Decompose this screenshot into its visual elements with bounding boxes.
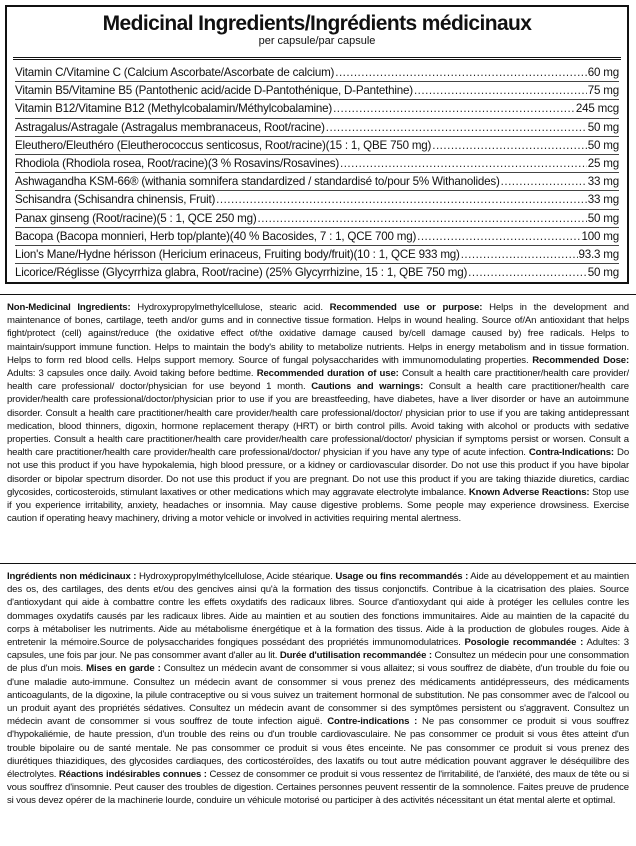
ingredient-row (15, 191, 619, 209)
section-heading: Recommended Dose: (532, 354, 629, 366)
section-text: Consult a health care practitioner/health care provider/ health care professional/ doctor/physician for use beyond 1 month. (7, 368, 629, 393)
ingredient-name: Lion's Mane/Hydne hérisson (Hericium erinaceus, Fruiting body/fruit)(10 : 1, QCE 933 mg) (15, 248, 460, 262)
section-heading: Recommended duration of use: (256, 368, 399, 380)
ingredient-row (15, 82, 619, 100)
section-heading: Contra-Indications: (528, 447, 614, 459)
dot-leader (501, 173, 587, 190)
dot-leader (461, 246, 578, 263)
section-heading: Réactions indésirables connues : (58, 769, 207, 781)
ingredient-row (15, 119, 619, 137)
ingredient-name: Licorice/Réglisse (Glycyrrhiza glabra, Root/racine) (25% Glycyrrhizine, 15 : 1, QBE 750 mg) (15, 266, 468, 280)
ingredient-amount: 50 mg (587, 138, 619, 152)
ingredient-row (15, 64, 619, 82)
section-heading: Usage ou fins recommandés : (335, 571, 469, 582)
section-text: Consultez un médecin pour une consommation de plus d'un mois. (7, 650, 629, 675)
ingredient-name: Astragalus/Astragale (Astragalus membranaceus, Root/racine) (15, 120, 325, 134)
dot-leader (216, 191, 587, 208)
section-heading: Cautions and warnings: (311, 381, 424, 393)
ingredient-amount: 60 mg (587, 66, 619, 79)
ingredient-name: Schisandra (Schisandra chinensis, Fruit) (15, 193, 216, 207)
section-divider (0, 294, 636, 295)
dot-leader (468, 264, 587, 281)
dot-leader (333, 100, 575, 117)
ingredient-row (15, 264, 619, 281)
ingredient-row (15, 228, 619, 246)
ingredient-name: Panax ginseng (Root/racine)(5 : 1, QCE 250 mg) (15, 211, 257, 225)
ingredient-amount: 50 mg (587, 120, 619, 134)
ingredient-row (15, 100, 619, 118)
ingredient-list (15, 64, 619, 281)
section-heading: Posologie recommandée : (464, 637, 584, 649)
panel-subtitle: per capsule/par capsule (258, 35, 376, 47)
section-text: Hydroxypropylmethylcellulose, stearic acid. (130, 302, 330, 313)
ingredient-amount: 50 mg (587, 211, 619, 225)
section-text: Aide au développement et au maintien des os, des cartilages, des dents et/ou des gencives ainsi qu'à la formation des tissus conjonctifs. Contribue à la cicatrisation des plaies. Source d'antioxydant qui aide à combattre contre les effets oxydatifs des radicaux libres. Source d'antioxydant qui aide à protéger les cellules contre les dommages oxydatifs causés par les radicaux libres. Aide au maintien et au soutien des fonctions immunitaires. Aide au maintien de la capacité du corps à métaboliser les nutriments. Aide au métabolisme énergétique et à la formation des tissus. Aide à la production de globules rouges. Aide à entretenir la mémoire.Source de polysaccharides fongiques possédant des propriétés immunomodulatrices. (7, 571, 630, 649)
section-heading: Durée d'utilisation recommandée : (279, 650, 432, 662)
ingredient-name: Vitamin B5/Vitamine B5 (Pantothenic acid/acide D-Pantothénique, D-Pantethine) (15, 84, 413, 98)
dot-leader (257, 210, 586, 227)
section-text: Helps in the development and maintenance of bones, cartilage, teeth and/or gums and in connective tissue formation. Helps in wound healing. Source of/An antioxidant that helps fight/protect (cell) against/reduce (the oxidative effect of/the oxidative damage caused by/cell damage caused by) free radicals. Helps to maintain/support immune function. Helps to maintain the body's ability to metabolize nutrients. Helps in energy metabolism and in tissue formation. Helps to form red blood cells. Helps support memory. Source of fungal polysaccharides with immunomodulating properties. (7, 302, 629, 366)
ingredient-name: Vitamin B12/Vitamine B12 (Methylcobalamin/Méthylcobalamine) (15, 102, 333, 116)
ingredient-name: Rhodiola (Rhodiola rosea, Root/racine)(3 % Rosavins/Rosavines) (15, 157, 339, 171)
medicinal-ingredients-panel (5, 5, 629, 284)
ingredient-amount: 75 mg (587, 84, 619, 98)
french-text-block (7, 570, 629, 808)
section-text: Do not use this product if you have hypokalemia, high blood pressure, or a kidney or cardiovascular disorder. Do not use this product if you have bipolar disorder or bipolar spectrum disorder. Do not use this product if you are pregnant. Do not use this product if you are taking thiazide diuretics, cardiac glycosides, corticosteroids, stimulant laxatives or other medications which may aggravate electrolyte imbalance. (7, 447, 630, 498)
ingredient-row (15, 210, 619, 228)
section-heading: Mises en garde : (86, 663, 161, 675)
section-text: Stop use if you experience irritability, anxiety, headaches or insomnia. May cause digestive problems. Some people may experience drowsiness. Exercise caution if operating heavy machinery, driving a motor vehicle or involved in activities requiring mental alertness. (7, 486, 629, 525)
ingredient-amount: 50 mg (587, 266, 619, 280)
ingredient-amount: 33 mg (587, 175, 619, 189)
dot-leader (432, 137, 587, 154)
section-heading: Ingrédients non médicinaux : (7, 571, 137, 582)
section-heading: Contre-indications : (327, 716, 418, 728)
dot-leader (326, 119, 587, 136)
ingredient-name: Ashwagandha KSM-66® (withania somnifera standardized / standardisé to/pour 5% Withanolides) (15, 175, 500, 189)
section-heading: Non-Medicinal Ingredients: (7, 302, 131, 313)
section-divider (0, 563, 636, 564)
section-text: Ne pas consommer ce produit si vous souffrez d'hypokaliémie, de haute pression, d'un trouble des reins ou d'un trouble cardiovasculaire. Ne pas consommer ce produit si vous êtes atteint d'un trouble bipolaire ou de santé mentale. Ne pas consommer ce produit si vous êtes enceinte. Ne pas consommer ce produit si vous prenez des diurétiques thiazidiques, des glycosides cardiaques, des corticostéroïdes, des laxatifs ou tout autre médication pouvant aggraver le déséquilibre des électrolytes. (7, 716, 629, 781)
divider (13, 57, 621, 58)
ingredient-amount: 245 mcg (575, 102, 619, 116)
ingredient-amount: 100 mg (581, 229, 619, 243)
divider (13, 59, 621, 60)
ingredient-row (15, 137, 619, 155)
section-text: Cessez de consommer ce produit si vous ressentez de l'irritabilité, de l'anxiété, des maux de tête ou si vous souffrez d'insomnie. Peut causer des troubles de digestion. Certaines personnes peuvent ressentir de la somnolence. Faites preuve de prudence si vous devez opérer de la machinerie lourde, conduire un véhicule motorisé ou participer à des activités nécessitant un état mental alerte et optimal. (7, 769, 629, 807)
dot-leader (335, 64, 587, 81)
ingredient-amount: 25 mg (587, 157, 619, 171)
ingredient-name: Bacopa (Bacopa monnieri, Herb top/plante)(40 % Bacosides, 7 : 1, QCE 700 mg) (15, 229, 417, 243)
ingredient-name: Eleuthero/Eleuthéro (Eleutherococcus senticosus, Root/racine)(15 : 1, QBE 750 mg) (15, 138, 432, 152)
dot-leader (417, 228, 580, 245)
section-text: Hydroxypropylméthylcellulose, Acide stéarique. (136, 571, 336, 582)
ingredient-name: Vitamin C/Vitamine C (Calcium Ascorbate/Ascorbate de calcium) (15, 66, 335, 79)
panel-title: Medicinal Ingredients/Ingrédients médicinaux (102, 12, 532, 35)
section-text: Adults: 3 capsules once daily. Avoid taking before bedtime. (7, 368, 257, 380)
section-heading: Recommended use or purpose: (329, 302, 483, 313)
ingredient-row (15, 173, 619, 191)
english-text-block (7, 301, 629, 525)
ingredient-amount: 33 mg (587, 193, 619, 207)
section-text: Consultez un médecin avant de consommer si vous allaitez; si vous souffrez de diabète, d'un trouble du foie ou d'une maladie auto-immune. Consultez un médecin avant de consommer si vous prenez des médicaments antidépresseurs, des médicaments anticoagulants, de la digoxine, la pilule contraceptive ou si vous suivez un traitement hormonal de substitution. Ne pas consommer avec de l'alcool ou un produit ayant des propriétés sédatives. Consultez un médecin avant de consommer si des symptômes persistent ou s'aggravent. Consultez un médecin avant de consommer si vous souffrez de toute infection aiguë. (7, 663, 630, 728)
dot-leader (414, 82, 587, 99)
section-heading: Known Adverse Reactions: (468, 486, 590, 498)
ingredient-amount: 93.3 mg (578, 248, 619, 262)
section-text: Adultes: 3 capsules, une fois par jour. Ne pas consommer avant d'aller au lit. (7, 637, 629, 662)
section-text: Consult a health care practitioner/health care provider/health care professional/doctor/physician prior to use if you are breastfeeding, have diabetes, have a liver disorder or have an autoimmune disorder. Consult a health care practitioner/health care provider/health care professional/doctor/ physician prior to use if you are taking antidepressant medication, blood thinners, digoxin, hormone replacement therapy (HRT) or birth control pills. Avoid taking with alcohol or products with sedative properties. Consult a health care practitioner/health care provider/health care professional/doctor/ physician if symptoms persist or worsen. Consult a health care practitioner/health care provider/health care professional/doctor/ physician if you have any type of acute infection. (7, 381, 629, 459)
dot-leader (340, 155, 587, 172)
ingredient-row (15, 246, 619, 264)
ingredient-row (15, 155, 619, 173)
